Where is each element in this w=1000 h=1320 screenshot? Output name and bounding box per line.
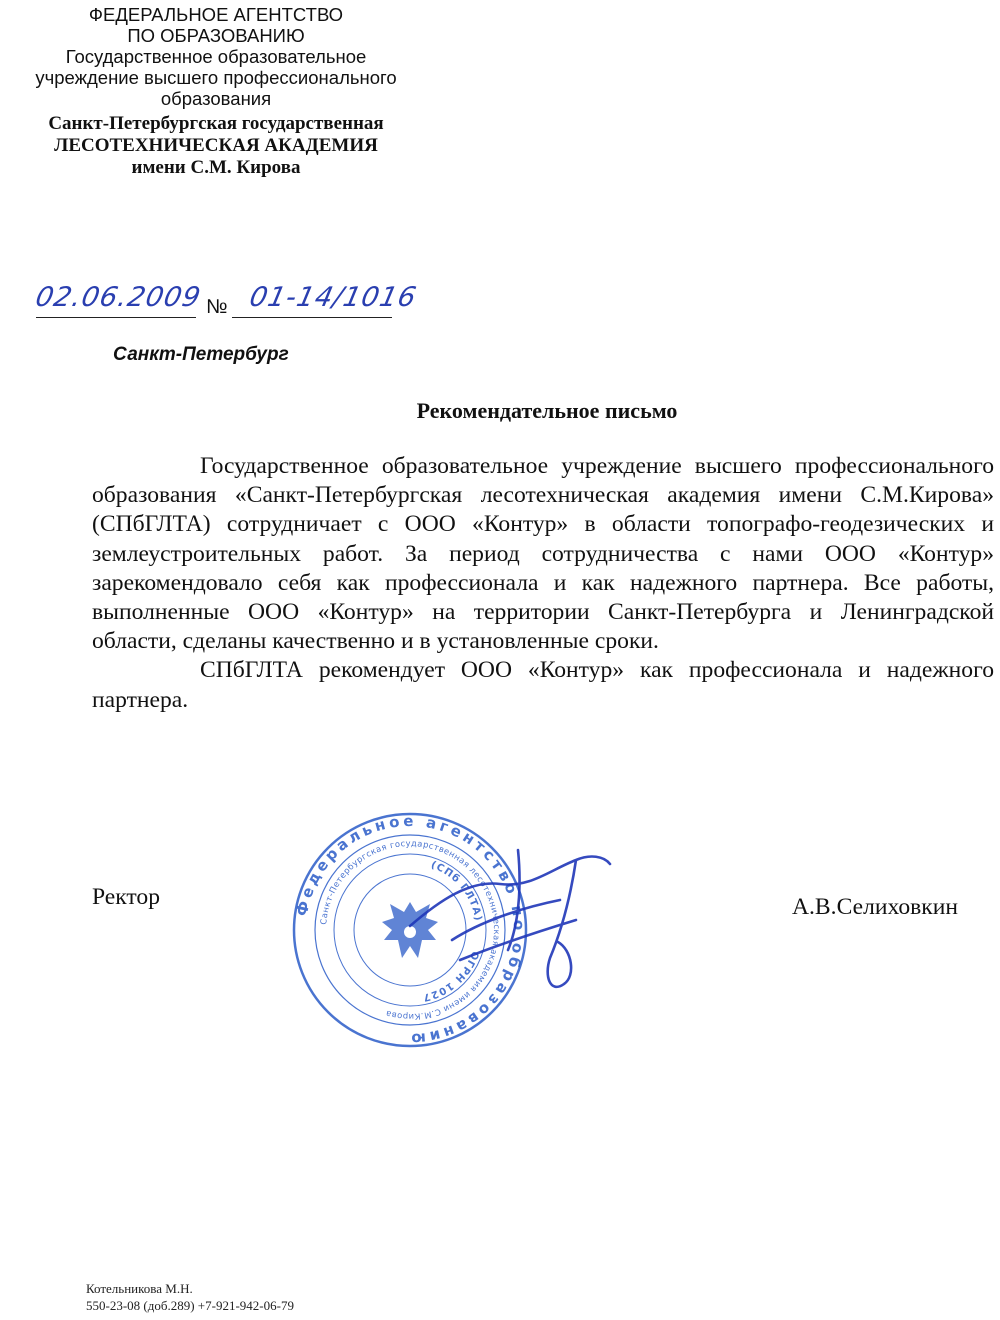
signatory-name: А.В.Селиховкин <box>792 894 959 920</box>
handwritten-number: 01-14/1016 <box>246 282 420 313</box>
stamp-inner-text: Санкт-Петербургская государственная лесотехническая академия имени С.М.Кирова <box>318 837 503 1023</box>
document-title: Рекомендательное письмо <box>416 398 678 423</box>
reference-line <box>32 282 436 326</box>
footer-contact <box>86 1280 294 1314</box>
letterhead-academy-line1: Санкт-Петербургская государственная <box>48 113 384 134</box>
signatory-position: Ректор <box>92 884 161 910</box>
letterhead-academy-line3: имени С.М. Кирова <box>131 157 301 178</box>
contact-phone: 550-23-08 (доб.289) +7-921-942-06-79 <box>86 1298 294 1313</box>
number-label: № <box>206 296 228 318</box>
body-paragraph-2: СПбГЛТА рекомендует ООО «Контур» как профессионала и надежного партнера. <box>92 657 994 713</box>
letterhead-institution-type-line3: образования <box>160 88 272 109</box>
stamp-ogrn-text: ОГРН 1027 <box>421 949 481 1003</box>
number-underline <box>232 317 392 318</box>
letterhead <box>0 4 432 179</box>
letter-body <box>92 452 994 715</box>
letterhead-agency-line1: ФЕДЕРАЛЬНОЕ АГЕНТСТВО <box>88 4 344 25</box>
handwritten-date: 02.06.2009 <box>32 282 204 313</box>
letterhead-institution-type-line1: Государственное образовательное <box>65 46 367 67</box>
stamp-abbr-text: (СПб ГЛТА) <box>429 859 484 923</box>
letterhead-institution-type-line2: учреждение высшего профессионального <box>35 67 397 88</box>
stamp-outer-text: Федеральное агентство по образованию <box>292 811 529 1049</box>
contact-name: Котельникова М.Н. <box>86 1281 193 1296</box>
city: Санкт-Петербург <box>113 344 289 365</box>
handwritten-signature <box>400 830 630 1010</box>
date-underline <box>36 317 196 318</box>
letterhead-agency-line2: ПО ОБРАЗОВАНИЮ <box>127 25 305 46</box>
letterhead-academy-line2: ЛЕСОТЕХНИЧЕСКАЯ АКАДЕМИЯ <box>54 135 378 156</box>
body-paragraph-1: Государственное образовательное учреждение высшего профессионального образования «Санкт-Петербургская лесотехническая академия имени С.М.Кирова» (СПбГЛТА) сотрудничает с ООО «Контур» в области топографо-геодезических и землеустроительных работ. За период сотрудничества с нами ООО «Контур» зарекомендовало себя как профессионала и как надежного партнера. Все работы, выполненные ООО «Контур» на территории Санкт-Петербурга и Ленинградской области, сделаны качественно и в установленные сроки. <box>92 453 994 655</box>
